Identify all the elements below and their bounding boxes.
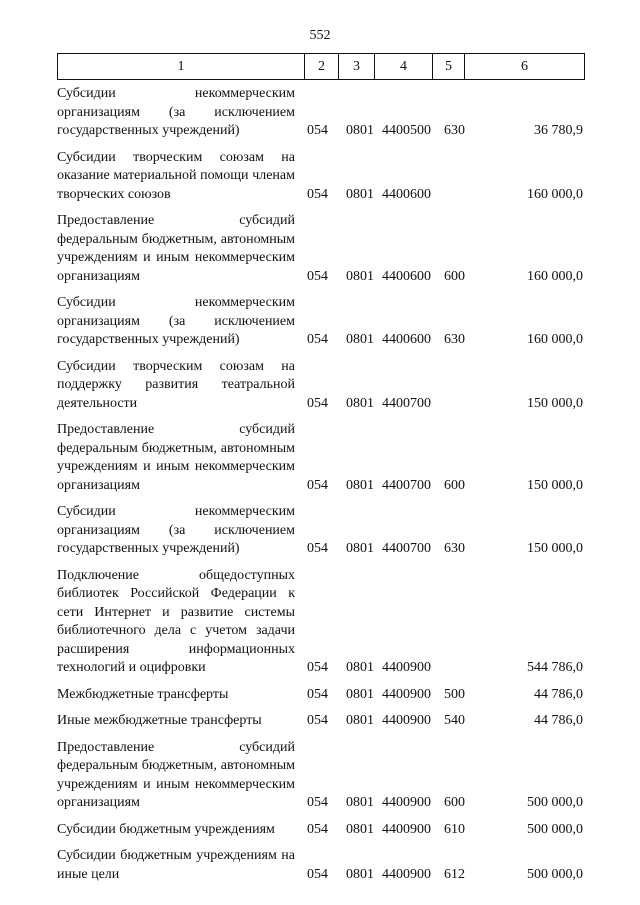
table-row: [57, 847, 583, 884]
section-code: 0801: [346, 660, 374, 675]
target-code: 4400600: [382, 186, 431, 202]
page-number: 552: [309, 28, 331, 43]
table-row: [57, 686, 583, 705]
table-row: [57, 739, 583, 813]
amount: 160 000,0: [527, 332, 583, 347]
target-code: 4400900: [382, 686, 431, 702]
header-col-4: 4: [374, 54, 432, 79]
header-col-1: 1: [177, 58, 185, 74]
section-code: 0801: [346, 713, 374, 728]
ministry-code: 054: [307, 660, 328, 675]
amount: 160 000,0: [527, 268, 583, 284]
ministry-code: 054: [307, 395, 328, 411]
amount: 544 786,0: [527, 660, 583, 675]
ministry-code: 054: [307, 713, 328, 728]
table-row: [57, 149, 583, 205]
ministry-code: 054: [307, 268, 328, 284]
ministry-code: 054: [307, 123, 328, 138]
expense-type-code: 500: [444, 686, 465, 702]
table-row: [57, 85, 583, 141]
ministry-code: 054: [307, 541, 328, 556]
header-col-5: 5: [432, 54, 464, 79]
amount: 44 786,0: [534, 686, 583, 702]
row-name: Субсидии творческим союзам на поддержку развития театральной деятельности: [57, 358, 295, 411]
table-row: [57, 358, 583, 414]
target-code: 4400900: [382, 795, 431, 810]
target-code: 4400500: [382, 123, 431, 138]
amount: 150 000,0: [527, 395, 583, 411]
section-code: 0801: [346, 123, 374, 138]
expense-type-code: 610: [444, 821, 465, 837]
target-code: 4400900: [382, 821, 431, 837]
amount: 150 000,0: [527, 477, 583, 493]
section-code: 0801: [346, 541, 374, 556]
section-code: 0801: [346, 866, 374, 882]
row-name: Субсидии некоммерческим организациям (за исключением государственных учреждений): [57, 295, 295, 347]
row-name: Иные межбюджетные трансферты: [57, 713, 262, 728]
target-code: 4400700: [382, 477, 431, 493]
row-name: Субсидии некоммерческим организациям (за исключением государственных учреждений): [57, 504, 295, 556]
amount: 150 000,0: [527, 541, 583, 556]
ministry-code: 054: [307, 186, 328, 202]
target-code: 4400700: [382, 541, 431, 556]
target-code: 4400600: [382, 332, 431, 347]
table-row: [57, 712, 583, 731]
ministry-code: 054: [307, 866, 328, 882]
ministry-code: 054: [307, 795, 328, 810]
table-row: [57, 294, 583, 350]
ministry-code: 054: [307, 477, 328, 493]
section-code: 0801: [346, 186, 374, 202]
table-body: [57, 85, 583, 892]
amount: 500 000,0: [527, 866, 583, 882]
target-code: 4400900: [382, 713, 431, 728]
row-name: Предоставление субсидий федеральным бюджетным, автономным учреждениям и иным некоммерческим организациям: [57, 739, 295, 810]
expense-type-code: 600: [444, 477, 465, 493]
target-code: 4400900: [382, 866, 431, 882]
expense-type-code: 600: [444, 795, 465, 810]
amount: 44 786,0: [534, 713, 583, 728]
amount: 36 780,9: [534, 123, 583, 138]
ministry-code: 054: [307, 821, 328, 837]
row-name: Подключение общедоступных библиотек Российской Федерации к сети Интернет и развитие системы библиотечного дела с учетом задачи расширения информационных технологий и оцифровки: [57, 567, 295, 675]
section-code: 0801: [346, 332, 374, 347]
expense-type-code: 612: [444, 866, 465, 882]
table-row: [57, 421, 583, 495]
ministry-code: 054: [307, 686, 328, 702]
section-code: 0801: [346, 795, 374, 810]
section-code: 0801: [346, 686, 374, 702]
expense-type-code: 630: [444, 123, 465, 138]
section-code: 0801: [346, 821, 374, 837]
table-row: [57, 503, 583, 559]
amount: 500 000,0: [527, 795, 583, 810]
row-name: Субсидии некоммерческим организациям (за исключением государственных учреждений): [57, 86, 295, 138]
row-name: Субсидии бюджетным учреждениям на иные цели: [57, 848, 295, 882]
header-col-3: 3: [338, 54, 374, 79]
amount: 500 000,0: [527, 821, 583, 837]
row-name: Предоставление субсидий федеральным бюджетным, автономным учреждениям и иным некоммерческим организациям: [57, 213, 295, 284]
expense-type-code: 630: [444, 541, 465, 556]
row-name: Межбюджетные трансферты: [57, 686, 229, 702]
section-code: 0801: [346, 395, 374, 411]
table-row: [57, 821, 583, 840]
row-name: Субсидии творческим союзам на оказание материальной помощи членам творческих союзов: [57, 149, 295, 202]
expense-type-code: 600: [444, 268, 465, 284]
expense-type-code: 630: [444, 332, 465, 347]
table-row: [57, 212, 583, 286]
target-code: 4400600: [382, 268, 431, 284]
table-row: [57, 567, 583, 678]
table-header: [57, 53, 585, 80]
expense-type-code: 540: [444, 713, 465, 728]
section-code: 0801: [346, 268, 374, 284]
ministry-code: 054: [307, 332, 328, 347]
header-col-6: 6: [464, 54, 584, 79]
row-name: Субсидии бюджетным учреждениям: [57, 821, 275, 837]
target-code: 4400900: [382, 660, 431, 675]
amount: 160 000,0: [527, 186, 583, 202]
row-name: Предоставление субсидий федеральным бюджетным, автономным учреждениям и иным некоммерческим организациям: [57, 422, 295, 493]
target-code: 4400700: [382, 395, 431, 411]
section-code: 0801: [346, 477, 374, 493]
header-col-2: 2: [304, 54, 338, 79]
